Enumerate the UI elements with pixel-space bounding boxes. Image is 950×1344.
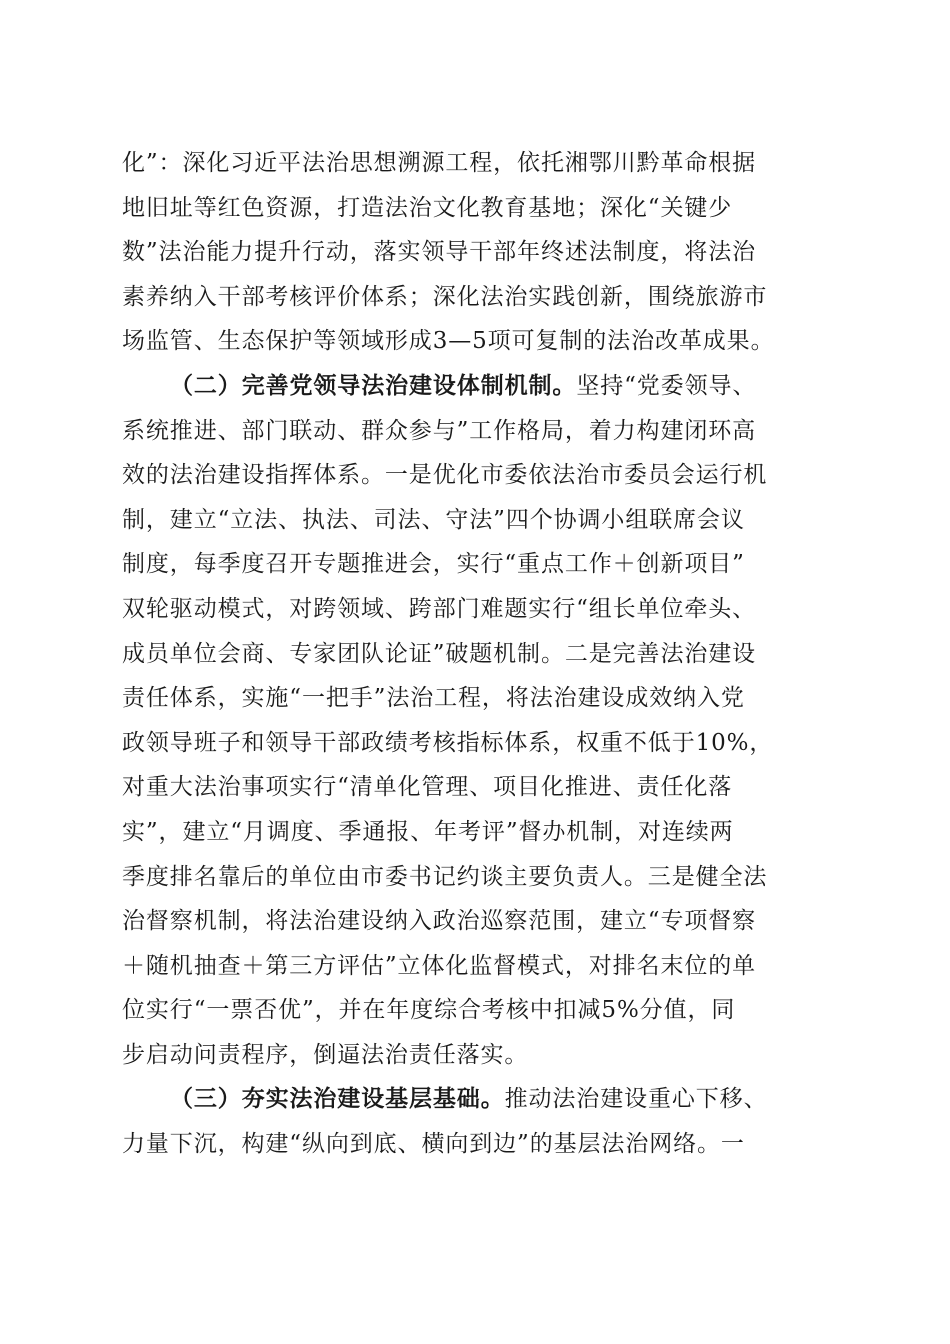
text-run: 坚持“党委领导、 [576,372,757,399]
text-line: 对重大法治事项实行“清单化管理、项目化推进、责任化落 [122,774,733,801]
text-line: 季度排名靠后的单位由市委书记约谈主要负责人。三是健全法 [122,863,768,890]
text-line: 双轮驱动模式，对跨领域、跨部门难题实行“组长单位牵头、 [122,595,757,622]
text-line: 系统推进、部门联动、群众参与”工作格局，着力构建闭环高 [122,417,757,444]
text-line: 制，建立“立法、执法、司法、守法”四个协调小组联席会议 [122,506,745,533]
section-heading-3: （三）夯实法治建设基层基础。 [170,1085,505,1113]
text-line: 效的法治建设指挥体系。一是优化市委依法治市委员会运行机 [122,462,768,489]
text-line: 地旧址等红色资源，打造法治文化教育基地；深化“关键少 [122,194,733,221]
text-line: 步启动问责程序，倒逼法治责任落实。 [122,1041,529,1068]
text-line: 治督察机制，将法治建设纳入政治巡察范围，建立“专项督察 [122,908,757,935]
text-line: 化”：深化习近平法治思想溯源工程，依托湘鄂川黔革命根据 [122,150,757,176]
text-line: 责任体系，实施“一把手”法治工程，将法治建设成效纳入党 [122,685,745,712]
text-line: 场监管、生态保护等领域形成3—5项可复制的法治改革成果。 [122,328,775,355]
text-line: 数”法治能力提升行动，落实领导干部年终述法制度，将法治 [122,239,757,266]
text-line: 位实行“一票否优”，并在年度综合考核中扣减5%分值，同 [122,997,736,1024]
text-line: 力量下沉，构建“纵向到底、横向到边”的基层法治网络。一 [122,1131,745,1158]
document-body [122,141,828,1167]
text-line: 制度，每季度召开专题推进会，实行“重点工作＋创新项目” [122,551,745,578]
text-line: 成员单位会商、专家团队论证”破题机制。二是完善法治建设 [122,640,757,667]
text-line: 政领导班子和领导干部政绩考核指标体系，权重不低于10%， [122,729,774,756]
section-heading-2: （二）完善党领导法治建设体制机制。 [170,371,577,399]
text-line: ＋随机抽查＋第三方评估”立体化监督模式，对排名末位的单 [122,952,757,979]
paragraph-first-line [122,1077,828,1122]
paragraph-first-line [122,364,828,409]
text-run: 推动法治建设重心下移、 [504,1086,768,1113]
text-line: 素养纳入干部考核评价体系；深化法治实践创新，围绕旅游市 [122,283,768,310]
text-line: 实”，建立“月调度、季通报、年考评”督办机制，对连续两 [122,818,734,845]
